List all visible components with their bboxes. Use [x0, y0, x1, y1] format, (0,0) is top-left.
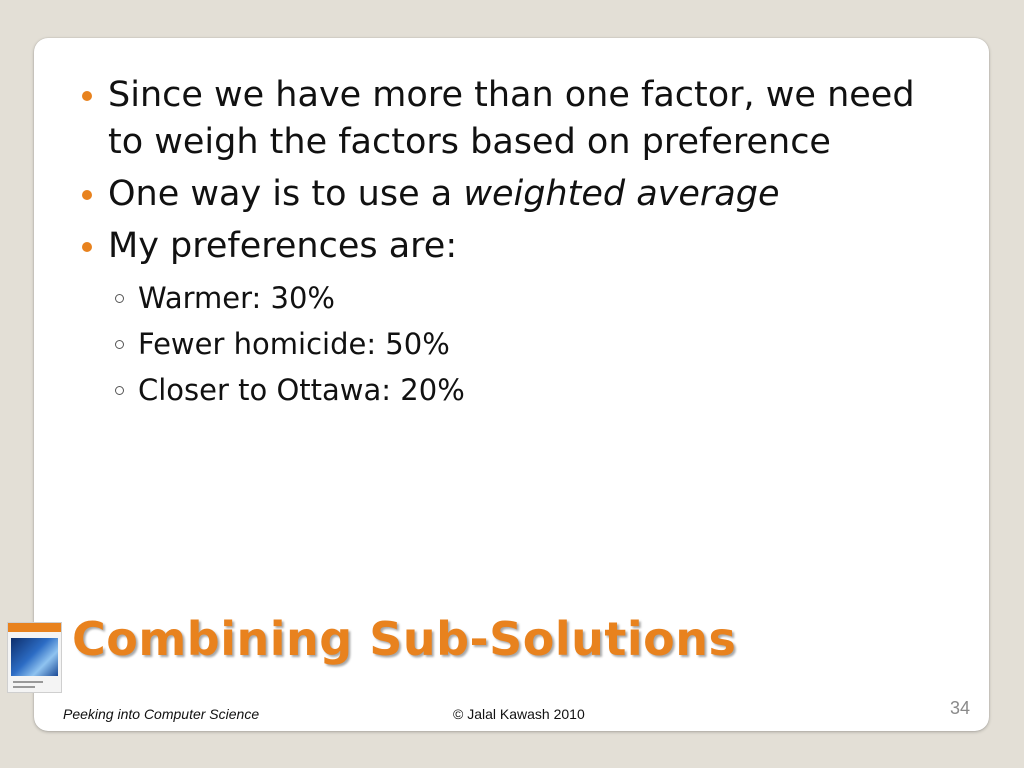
- sub-bullet-text: Fewer homicide: 50%: [138, 327, 450, 361]
- book-cover-thumbnail: [7, 622, 62, 693]
- cover-text-line: [13, 686, 35, 688]
- bullet-dot-icon: [82, 242, 92, 252]
- sub-bullet-ring-icon: [115, 294, 124, 303]
- bullet-item: [80, 223, 940, 270]
- page-number: 34: [950, 698, 971, 718]
- sub-bullet-text: Warmer: 30%: [138, 281, 335, 315]
- sub-bullet-ring-icon: [115, 340, 124, 349]
- bullet-dot-icon: [82, 91, 92, 101]
- bullet-text: My preferences are:: [108, 226, 458, 266]
- bullet-item: [80, 72, 940, 166]
- bullet-list: [80, 72, 940, 413]
- slide-title: Combining Sub-Solutions: [72, 612, 737, 666]
- cover-text-line: [13, 681, 43, 683]
- footer-book-title: Peeking into Computer Science: [63, 706, 260, 722]
- bullet-item: [80, 171, 940, 218]
- cover-image: [11, 638, 58, 676]
- sub-bullet-item: [80, 367, 940, 413]
- sub-bullet-text: Closer to Ottawa: 20%: [138, 373, 465, 407]
- bullet-text: One way is to use a: [108, 174, 464, 214]
- sub-bullet-item: [80, 321, 940, 367]
- footer-copyright: © Jalal Kawash 2010: [453, 706, 585, 722]
- bullet-text: Since we have more than one factor, we need to weigh the factors based on preference: [108, 75, 915, 162]
- sub-bullet-item: [80, 275, 940, 321]
- bullet-emphasis: weighted average: [463, 174, 780, 214]
- cover-band: [8, 623, 61, 632]
- bullet-dot-icon: [82, 190, 92, 200]
- sub-bullet-ring-icon: [115, 386, 124, 395]
